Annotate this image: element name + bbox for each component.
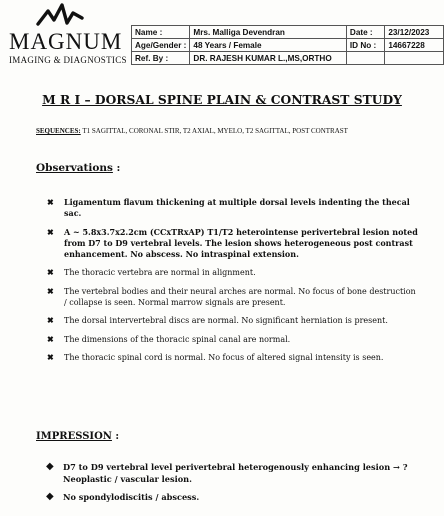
ref-label: Ref. By : bbox=[132, 52, 190, 65]
impression-item bbox=[46, 492, 426, 504]
impression-text: No spondylodiscitis / abscess. bbox=[63, 492, 200, 502]
bullet-x-icon: ✖ bbox=[47, 285, 54, 296]
observation-text: The vertebral bodies and their neural arches are normal. No focus of bone destruction / collapse is seen. Normal marrow signals are present. bbox=[64, 286, 416, 308]
observation-item bbox=[47, 267, 419, 278]
observation-text: A ~ 5.8x3.7x2.2cm (CCxTRxAP) T1/T2 heterointense perivertebral lesion noted from D7 to D9 vertebral levels. The lesion shows heterogeneous post contrast enhancement. No abscess. No intraspinal extension. bbox=[64, 226, 418, 260]
logo-wordmark: MAGNUM bbox=[9, 29, 123, 54]
date-label: Date : bbox=[346, 26, 384, 39]
patient-name: Mrs. Malliga Devendran bbox=[190, 26, 346, 39]
observation-item bbox=[47, 315, 419, 326]
observation-item bbox=[47, 227, 419, 261]
empty-cell bbox=[385, 52, 444, 65]
observation-text: The thoracic spinal cord is normal. No focus of altered signal intensity is seen. bbox=[64, 352, 384, 362]
observation-text: The thoracic vertebra are normal in alignment. bbox=[64, 268, 256, 278]
name-label: Name : bbox=[132, 26, 190, 39]
observations-list bbox=[47, 197, 419, 370]
diamond-bullet-icon: ◆ bbox=[46, 461, 54, 472]
observations-heading bbox=[36, 162, 120, 174]
observations-heading-text: Observations bbox=[36, 162, 113, 174]
sequences-list: T1 SAGITTAL, CORONAL STIR, T2 AXIAL, MYELO, T2 SAGITTAL, POST CONTRAST bbox=[82, 127, 348, 135]
impression-heading-text: IMPRESSION bbox=[36, 431, 112, 442]
observation-text: The dimensions of the thoracic spinal canal are normal. bbox=[64, 334, 291, 344]
observation-item bbox=[47, 334, 419, 345]
patient-age-gender: 48 Years / Female bbox=[190, 39, 346, 52]
observation-text: The dorsal intervertebral discs are normal. No significant herniation is present. bbox=[64, 316, 388, 326]
impression-text: D7 to D9 vertebral level perivertebral heterogenously enhancing lesion → ? Neoplastic / vascular lesion. bbox=[63, 462, 408, 484]
sequences-line bbox=[36, 127, 348, 135]
impression-colon: : bbox=[111, 431, 120, 442]
bullet-x-icon: ✖ bbox=[47, 333, 54, 344]
logo-tagline: IMAGING & DIAGNOSTICS bbox=[9, 55, 127, 65]
bullet-x-icon: ✖ bbox=[47, 197, 54, 207]
referring-doctor: DR. RAJESH KUMAR L.,MS,ORTHO bbox=[190, 52, 346, 65]
impression-item bbox=[46, 462, 426, 485]
empty-cell bbox=[346, 52, 384, 65]
diamond-bullet-icon: ◆ bbox=[46, 491, 54, 502]
bullet-x-icon: ✖ bbox=[47, 267, 54, 278]
report-title bbox=[0, 92, 444, 107]
bullet-x-icon: ✖ bbox=[47, 315, 54, 326]
age-gender-label: Age/Gender : bbox=[132, 39, 190, 52]
observation-item bbox=[47, 197, 419, 220]
report-title-text: M R I – DORSAL SPINE PLAIN & CONTRAST STUDY bbox=[42, 92, 402, 107]
bullet-x-icon: ✖ bbox=[47, 226, 54, 237]
observation-text: Ligamentum flavum thickening at multiple dorsal levels indenting the thecal sac. bbox=[64, 197, 410, 219]
observation-item bbox=[47, 286, 419, 309]
wave-logo-icon bbox=[36, 2, 84, 30]
report-date: 23/12/2023 bbox=[385, 26, 444, 39]
observations-colon: : bbox=[112, 162, 121, 174]
impression-list bbox=[46, 462, 426, 511]
magnum-logo bbox=[6, 2, 127, 66]
patient-id: 14667228 bbox=[385, 39, 444, 52]
impression-heading bbox=[36, 431, 119, 442]
id-label: ID No : bbox=[346, 39, 384, 52]
observation-item bbox=[47, 352, 419, 363]
sequences-label: SEQUENCES: bbox=[36, 127, 81, 135]
patient-info-table bbox=[131, 25, 444, 65]
bullet-x-icon: ✖ bbox=[47, 351, 54, 362]
